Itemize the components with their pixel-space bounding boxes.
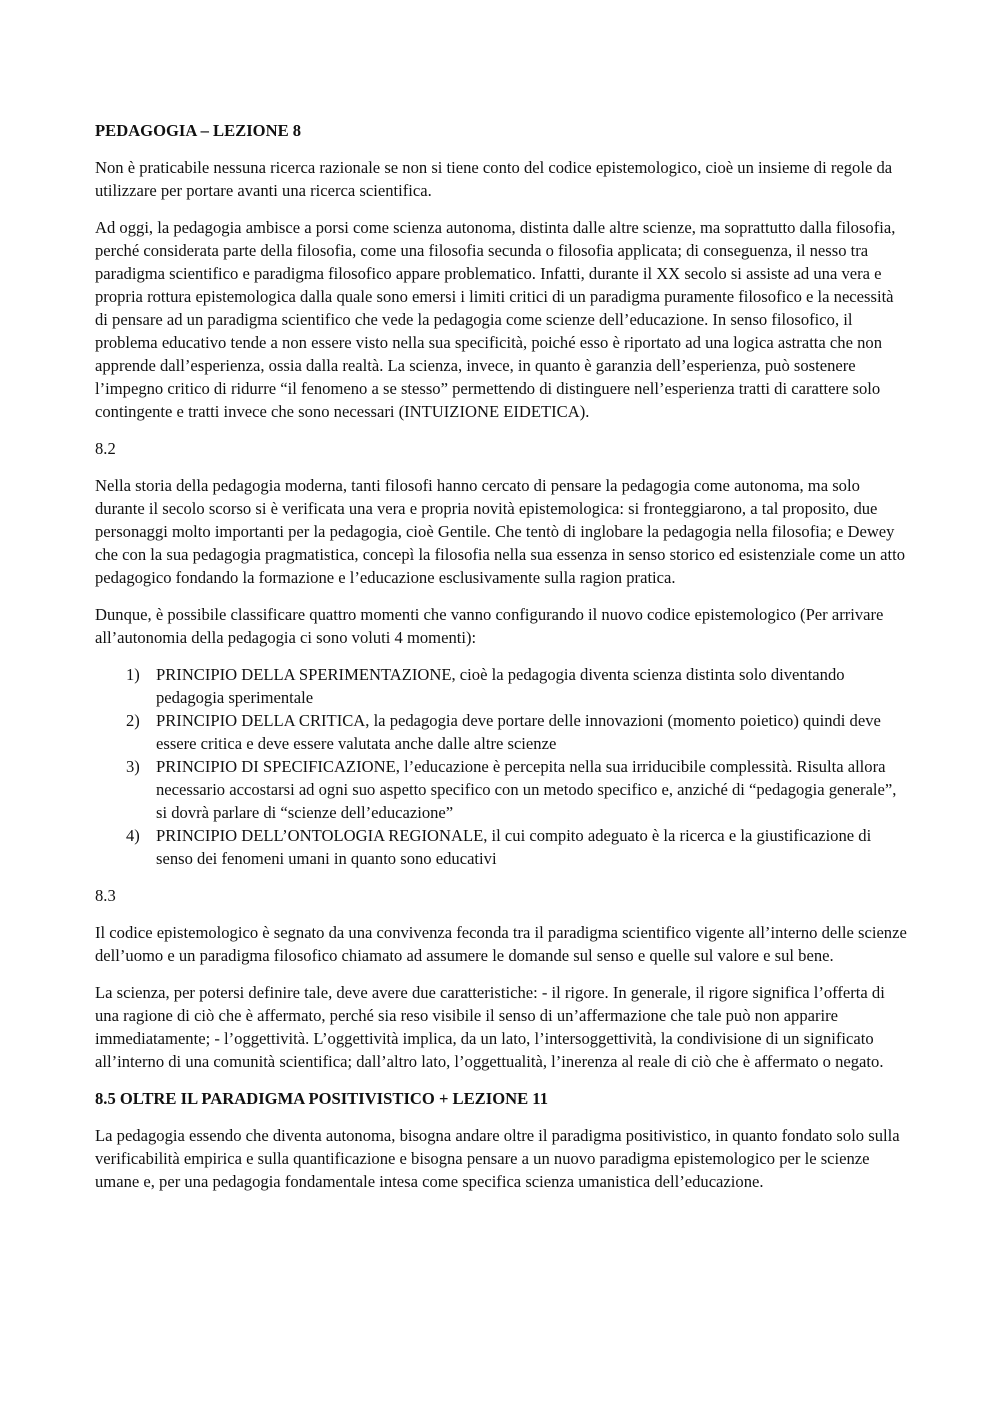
section-8-3-paragraph-1: Il codice epistemologico è segnato da una convivenza feconda tra il paradigma scientifico vigente all’interno delle scienze dell’uomo e un paradigma filosofico chiamato ad assumere le domande sul senso e quelle sul valore e sul bene.: [95, 923, 907, 965]
list-item: [95, 709, 907, 755]
list-item-number: 4): [126, 826, 140, 845]
list-item-number: 2): [126, 711, 140, 730]
list-item-text: PRINCIPIO DELLA SPERIMENTAZIONE, cioè la pedagogia diventa scienza distinta solo diventando pedagogia sperimentale: [156, 665, 845, 707]
list-item-number: 3): [126, 757, 140, 776]
list-item-number: 1): [126, 665, 140, 684]
document-page: [95, 119, 907, 1207]
principles-list: [95, 663, 907, 870]
section-8-5-heading: 8.5 OLTRE IL PARADIGMA POSITIVISTICO + LEZIONE 11: [95, 1089, 548, 1108]
intro-paragraph-2: Ad oggi, la pedagogia ambisce a porsi come scienza autonoma, distinta dalle altre scienze, ma soprattutto dalla filosofia, perché considerata parte della filosofia, come una filosofia secunda o filosofia applicata; di conseguenza, il nesso tra paradigma scientifico e paradigma filosofico appare problematico. Infatti, durante il XX secolo si assiste ad una vera e propria rottura epistemologica dalla quale sono emersi i limiti critici di un paradigma puramente filosofico e la necessità di pensare ad un paradigma scientifico che vede la pedagogia come scienze dell’educazione. In senso filosofico, il problema educativo tende a non essere visto nella sua specificità, poiché esso è riportato ad una logica astratta che non apprende dall’esperienza, ossia dalla realtà. La scienza, invece, in quanto è garanzia dell’esperienza, può sostenere l’impegno critico di ridurre “il fenomeno a se stesso” permettendo di distinguere nell’esperienza tratti di carattere solo contingente e tratti invece che sono necessari (INTUIZIONE EIDETICA).: [95, 218, 896, 421]
list-item: [95, 755, 907, 824]
section-8-3-paragraph-2: La scienza, per potersi definire tale, deve avere due caratteristiche: - il rigore. In generale, il rigore significa l’offerta di una ragione di ciò che è affermato, perché sia reso visibile il senso di un’affermazione che tale può non apparire immediatamente; - l’oggettività. L’oggettività implica, da un lato, l’intersoggettività, la condivisione di un significato all’interno di una comunità scientifica; dall’altro lato, l’oggettualità, l’inerenza al reale di ciò che è affermato o negato.: [95, 983, 885, 1071]
list-item: [95, 663, 907, 709]
list-item-text: PRINCIPIO DELLA CRITICA, la pedagogia deve portare delle innovazioni (momento poietico) quindi deve essere critica e deve essere valutata anche dalle altre scienze: [156, 711, 881, 753]
document-title: PEDAGOGIA – LEZIONE 8: [95, 121, 302, 140]
section-8-2-paragraph-1: Nella storia della pedagogia moderna, tanti filosofi hanno cercato di pensare la pedagogia come autonoma, ma solo durante il secolo scorso si è verificata una vera e propria novità epistemologica: si fronteggiarono, a tal proposito, due personaggi molto importanti per la pedagogia, cioè Gentile. Che tentò di inglobare la pedagogia nella filosofia; e Dewey che con la sua pedagogia pragmatistica, concepì la filosofia nella sua essenza in senso storico ed esistenziale come un atto pedagogico fondando la formazione e l’educazione esclusivamente sulla ragion pratica.: [95, 476, 906, 587]
list-item: [95, 824, 907, 870]
section-8-3-label: 8.3: [95, 886, 116, 905]
list-item-text: PRINCIPIO DELL’ONTOLOGIA REGIONALE, il cui compito adeguato è la ricerca e la giustificazione di senso dei fenomeni umani in quanto sono educativi: [156, 826, 872, 868]
section-8-2-label: 8.2: [95, 439, 116, 458]
list-item-text: PRINCIPIO DI SPECIFICAZIONE, l’educazione è percepita nella sua irriducibile complessità. Risulta allora necessario accostarsi ad ogni suo aspetto specifico con un metodo specifico e, anziché di “pedagogia generale”, si dovrà parlare di “scienze dell’educazione”: [156, 757, 897, 822]
section-8-2-paragraph-2: Dunque, è possibile classificare quattro momenti che vanno configurando il nuovo codice epistemologico (Per arrivare all’autonomia della pedagogia ci sono voluti 4 momenti):: [95, 605, 884, 647]
intro-paragraph-1: Non è praticabile nessuna ricerca razionale se non si tiene conto del codice epistemologico, cioè un insieme di regole da utilizzare per portare avanti una ricerca scientifica.: [95, 158, 893, 200]
section-8-5-paragraph-1: La pedagogia essendo che diventa autonoma, bisogna andare oltre il paradigma positivistico, in quanto fondato solo sulla verificabilità empirica e sulla quantificazione e bisogna pensare a un nuovo paradigma epistemologico per le scienze umane e, per una pedagogia fondamentale intesa come specifica scienza umanistica dell’educazione.: [95, 1126, 900, 1191]
